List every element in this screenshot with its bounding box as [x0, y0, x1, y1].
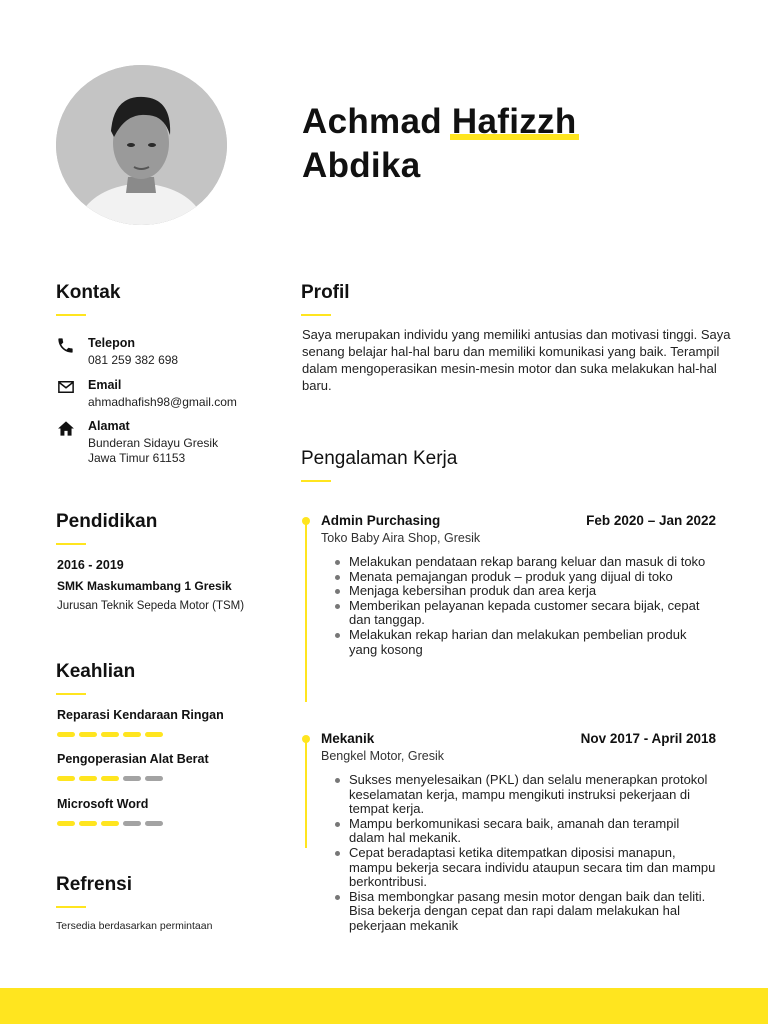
education-school: SMK Maskumambang 1 Gresik [57, 579, 232, 593]
job-company: Toko Baby Aira Shop, Gresik [321, 531, 481, 545]
timeline-line [305, 738, 307, 848]
education-major: Jurusan Teknik Sepeda Motor (TSM) [57, 600, 245, 612]
skill-dot-filled [79, 732, 97, 737]
timeline-line [305, 520, 307, 702]
job-entry [321, 513, 716, 657]
heading-underline [56, 314, 86, 316]
contact-label: Telepon [88, 336, 135, 350]
phone-icon [56, 336, 76, 354]
skills-heading [56, 661, 135, 695]
job-date: Feb 2020 – Jan 2022 [586, 513, 716, 528]
mail-icon [56, 378, 76, 396]
heading-underline [301, 314, 331, 316]
skill-dot-filled [79, 821, 97, 826]
skill-dot-filled [57, 732, 75, 737]
job-duty: Menjaga kebersihan produk dan area kerja [335, 584, 716, 599]
profile-heading [301, 282, 350, 316]
education-heading-text: Pendidikan [56, 511, 158, 532]
heading-underline [56, 543, 86, 545]
references-text: Tersedia berdasarkan permintaan [56, 920, 213, 932]
skill-item [57, 708, 224, 737]
job-duty: Menata pemajangan produk – produk yang dijual di toko [335, 570, 716, 585]
references-heading [56, 874, 132, 908]
skill-dot-filled [145, 732, 163, 737]
skill-dot-filled [57, 776, 75, 781]
experience-heading [301, 448, 457, 482]
job-duty: Melakukan rekap harian dan melakukan pembelian produk yang kosong [335, 628, 716, 657]
skill-dot-filled [101, 732, 119, 737]
job-company: Bengkel Motor, Gresik [321, 749, 444, 763]
job-title: Admin Purchasing [321, 513, 441, 528]
skill-dot-empty [145, 776, 163, 781]
contact-heading [56, 282, 120, 316]
skill-dot-empty [123, 821, 141, 826]
name-middle-highlight: Hafizzh [452, 100, 577, 144]
job-duty: Mampu berkomunikasi secara baik, amanah dan terampil dalam hal mekanik. [335, 817, 716, 846]
name-first: Achmad [302, 102, 442, 141]
heading-underline [56, 906, 86, 908]
phone-value: 081 259 382 698 [88, 353, 179, 367]
skill-label: Reparasi Kendaraan Ringan [57, 708, 224, 722]
job-duty: Melakukan pendataan rekap barang keluar dan masuk di toko [335, 555, 716, 570]
skills-heading-text: Keahlian [56, 661, 136, 682]
job-entry [321, 731, 716, 934]
address-line-2: Jawa Timur 61153 [88, 451, 186, 465]
education-heading [56, 511, 157, 545]
job-duties [335, 773, 716, 934]
heading-underline [56, 693, 86, 695]
skill-rating [57, 821, 163, 826]
job-duty: Sukses menyelesaikan (PKL) dan selalu menerapkan protokol keselamatan kerja, mampu mengikuti instruksi pekerjaan di tempat kerja. [335, 773, 716, 817]
experience-heading-text: Pengalaman Kerja [301, 448, 458, 469]
skill-rating [57, 776, 209, 781]
profile-photo [56, 65, 227, 225]
address-line-1: Bunderan Sidayu Gresik [88, 436, 219, 450]
address-value [88, 436, 218, 466]
job-duty: Cepat beradaptasi ketika ditempatkan diposisi manapun, mampu bekerja secara individu ataupun secara tim dan mampu berkontribusi. [335, 846, 716, 890]
skill-item [57, 797, 163, 826]
skill-dot-empty [123, 776, 141, 781]
contact-heading-text: Kontak [56, 282, 121, 303]
skill-rating [57, 732, 224, 737]
timeline-dot [302, 735, 310, 743]
candidate-name [302, 100, 577, 188]
home-icon [56, 419, 76, 437]
skill-dot-filled [79, 776, 97, 781]
skill-dot-filled [57, 821, 75, 826]
footer-bar [0, 988, 768, 1024]
contact-label: Email [88, 378, 122, 392]
references-heading-text: Refrensi [56, 874, 133, 895]
job-duties [335, 555, 716, 657]
skill-label: Microsoft Word [57, 797, 149, 811]
job-title: Mekanik [321, 731, 375, 746]
timeline-dot [302, 517, 310, 525]
skill-dot-filled [123, 732, 141, 737]
profile-text: Saya merupakan individu yang memiliki antusias dan motivasi tinggi. Saya senang belajar hal-hal baru dan memiliki komunikasi yang baik. Terampil dalam mengoperasikan mesin-mesin motor dan suka melakukan hal-hal baru. [302, 327, 731, 393]
job-duty: Memberikan pelayanan kepada customer secara bijak, cepat dan tanggap. [335, 599, 716, 628]
contact-label: Alamat [88, 419, 130, 433]
skill-dot-filled [101, 776, 119, 781]
profile-heading-text: Profil [301, 282, 350, 303]
skill-label: Pengoperasian Alat Berat [57, 752, 209, 766]
email-value: ahmadhafish98@gmail.com [88, 395, 237, 409]
education-entry [57, 558, 244, 612]
heading-underline [301, 480, 331, 482]
skill-item [57, 752, 209, 781]
name-last: Abdika [302, 146, 421, 185]
skill-dot-filled [101, 821, 119, 826]
education-years: 2016 - 2019 [57, 558, 124, 572]
job-date: Nov 2017 - April 2018 [580, 731, 716, 746]
job-duty: Bisa membongkar pasang mesin motor dengan baik dan teliti. Bisa bekerja dengan cepat dan rapi dalam melakukan hal pekerjaan mekanik [335, 890, 716, 934]
skill-dot-empty [145, 821, 163, 826]
